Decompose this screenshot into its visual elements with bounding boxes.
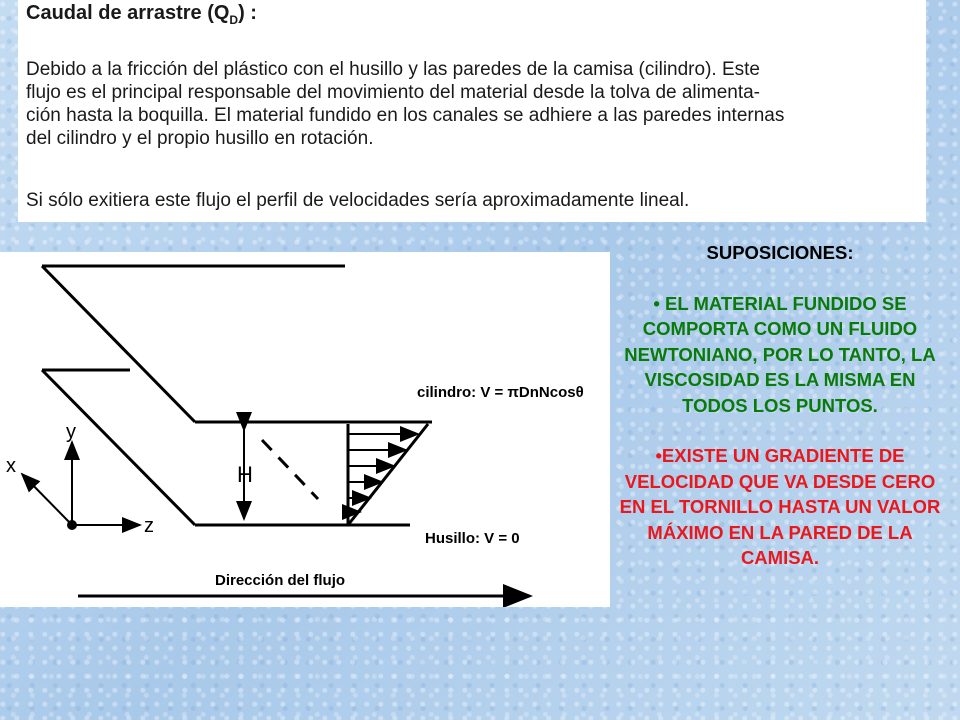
section-title: Caudal de arrastre $(Q_D)$ : (26, 2, 257, 27)
screw-velocity-label: Husillo: V = 0 (425, 530, 520, 547)
z-axis-label: z (144, 515, 154, 537)
flight-diagonal-2 (42, 370, 195, 525)
dashed-diagonal (262, 440, 318, 499)
assumptions-heading: SUPOSICIONES: (706, 242, 854, 263)
paragraph-1-line: flujo es el principal responsable del movimiento del material desde la tolva de alimenta- (26, 82, 761, 103)
paragraph-1 (26, 58, 921, 150)
flight-diagonal-1 (42, 266, 195, 422)
paragraph-1-line: ción hasta la boquilla. El material fundido en los canales se adhiere a las paredes internas (26, 105, 785, 126)
paragraph-2: Si sólo exitiera este flujo el perfil de velocidades sería aproximadamente lineal. (26, 190, 690, 211)
height-label: H (237, 462, 253, 487)
diagram-svg (0, 252, 610, 607)
flow-direction-label: Dirección del flujo (215, 572, 346, 589)
x-axis (22, 474, 72, 525)
text-panel (18, 0, 926, 222)
x-axis-label: x (6, 455, 16, 477)
profile-slope-line (348, 424, 428, 525)
assumption-velocity-gradient: •EXISTE UN GRADIENTE DE VELOCIDAD QUE VA DESDE CERO EN EL TORNILLO HASTA UN VALOR MÁXIMO EN LA PARED DE LA CAMISA. (619, 445, 941, 568)
drag-flow-diagram (0, 252, 610, 607)
cylinder-velocity-label: cilindro: V = πDnNcosθ (417, 384, 584, 401)
paragraph-1-line: Debido a la fricción del plástico con el husillo y las paredes de la camisa (cilindro). Este (26, 59, 760, 80)
y-axis-label: y (66, 421, 76, 443)
assumptions-panel (612, 240, 948, 571)
paragraph-1-line: del cilindro y el propio husillo en rotación. (26, 128, 374, 149)
assumption-newtonian: • EL MATERIAL FUNDIDO SE COMPORTA COMO UN FLUIDO NEWTONIANO, POR LO TANTO, LA VISCOSIDAD ES LA MISMA EN TODOS LOS PUNTOS. (624, 292, 936, 416)
